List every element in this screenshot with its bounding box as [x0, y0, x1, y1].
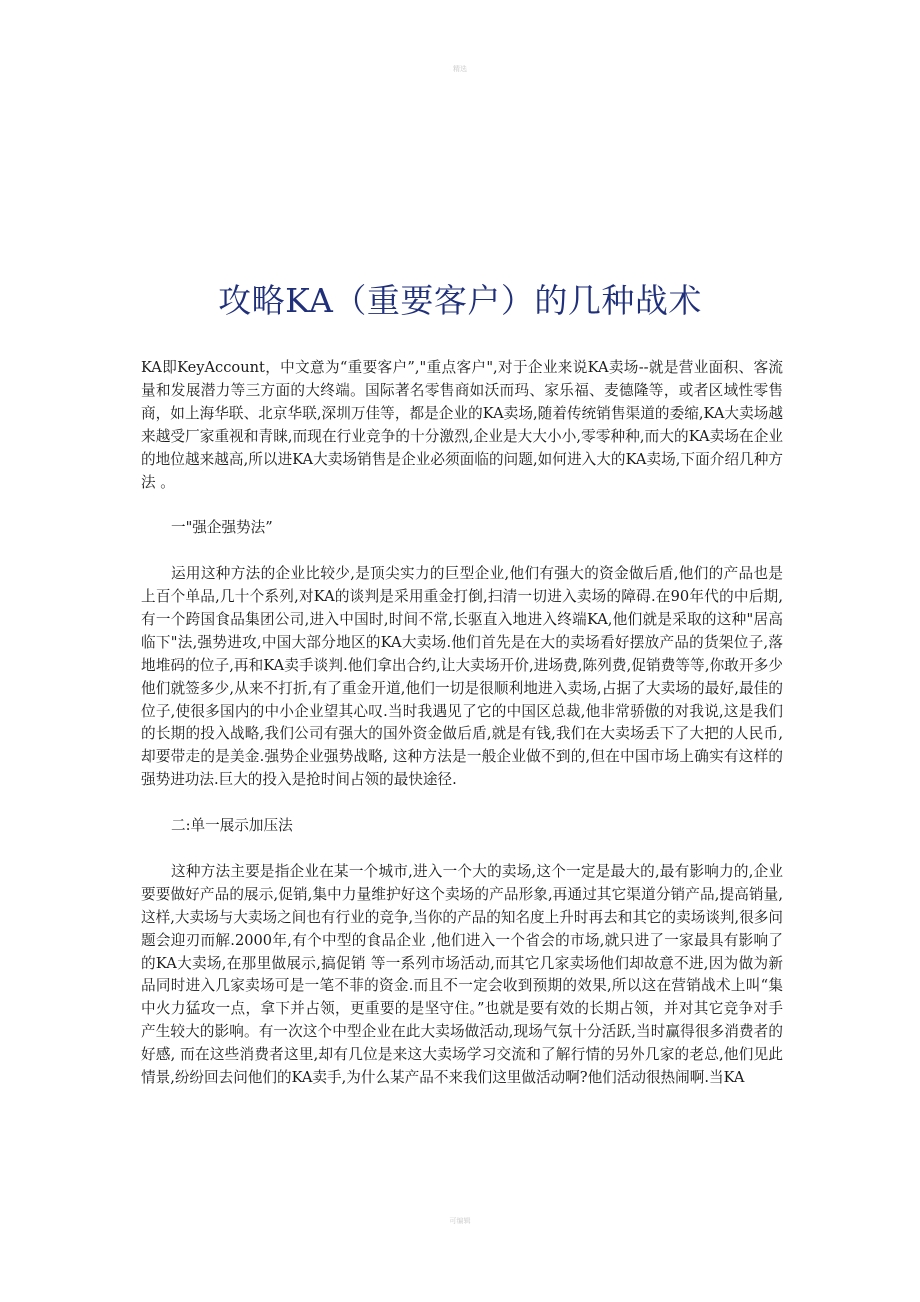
section-heading-1: 一"强企强势法” — [171, 519, 273, 537]
section-body-1: 运用这种方法的企业比较少,是顶尖实力的巨型企业,他们有强大的资金做后盾,他们的产品也是上百个单品,几十个系列,对KA的谈判是采用重金打倒,扫清一切进入卖场的障碍.在90年代的中后期,有一个跨国食品集团公司,进入中国时,时间不常,长驱直入地进入终端KA,他们就是采取的这种"居高临下"法,强势进攻,中国大部分地区的KA大卖场.他们首先是在大的卖场看好摆放产品的货架位子,落地堆码的位子,再和KA卖手谈判.他们拿出合约,让大卖场开价,进场费,陈列费,促销费等等,你敢开多少他们就签多少,从来不打折,有了重金开道,他们一切是很顺利地进入卖场,占据了大卖场的最好,最佳的位子,使很多国内的中小企业望其心叹.当时我遇见了它的中国区总裁,他非常骄傲的对我说,这是我们的长期的投入战略,我们公司有强大的国外资金做后盾,就是有钱,我们在大卖场丢下了大把的人民币,却要带走的是美金.强势企业强势战略, 这种方法是一般企业做不到的,但在中国市场上确实有这样的强势进功法.巨大的投入是抢时间占领的最快途径. — [141, 565, 783, 789]
header-watermark: 精选 — [453, 65, 467, 73]
document-body — [141, 357, 783, 1090]
footer-watermark: 可编辑 — [449, 1217, 471, 1225]
intro-paragraph: KA即KeyAccount，中文意为“重要客户”,"重点客户",对于企业来说KA卖场--就是营业面积、客流量和发展潜力等三方面的大终端。国际著名零售商如沃而玛、家乐福、麦德隆等，或者区域性零售商，如上海华联、北京华联,深圳万佳等，都是企业的KA卖场,随着传统销售渠道的委缩,KA大卖场越来越受厂家重视和青睐,而现在行业竞争的十分激烈,企业是大大小小,零零种种,而大的KA卖场在企业的地位越来越高,所以进KA大卖场销售是企业必须面临的问题,如何进入大的KA卖场,下面介绍几种方法 。 — [141, 359, 783, 491]
page-title: 攻略KA（重要客户）的几种战术 — [218, 281, 702, 320]
section-heading-2: 二:单一展示加压法 — [171, 817, 293, 835]
section-body-2: 这种方法主要是指企业在某一个城市,进入一个大的卖场,这个一定是最大的,最有影响力的,企业要要做好产品的展示,促销,集中力量维护好这个卖场的产品形象,再通过其它渠道分销产品,提高销量, 这样,大卖场与大卖场之间也有行业的竞争,当你的产品的知名度上升时再去和其它的卖场谈判,很多问题会迎刃而解.2000年,有个中型的食品企业 ,他们进入一个省会的市场,就只进了一家最具有影响了的KA大卖场,在那里做展示,搞促销 等一系列市场活动,而其它几家卖场他们却故意不进,因为做为新品同时进入几家卖场可是一笔不菲的资金.而且不一定会收到预期的效果,所以这在营销战术上叫“集中火力猛攻一点，拿下并占领，更重要的是坚守住。”也就是要有效的长期占领，并对其它竞争对手产生较大的影响。有一次这个中型企业在此大卖场做活动,现场气氛十分活跃,当时赢得很多消费者的好感, 而在这些消费者这里,却有几位是来这大卖场学习交流和了解行情的另外几家的老总,他们见此情景,纷纷回去问他们的KA卖手,为什么某产品不来我们这里做活动啊?他们活动很热闹啊.当KA — [141, 862, 783, 1087]
